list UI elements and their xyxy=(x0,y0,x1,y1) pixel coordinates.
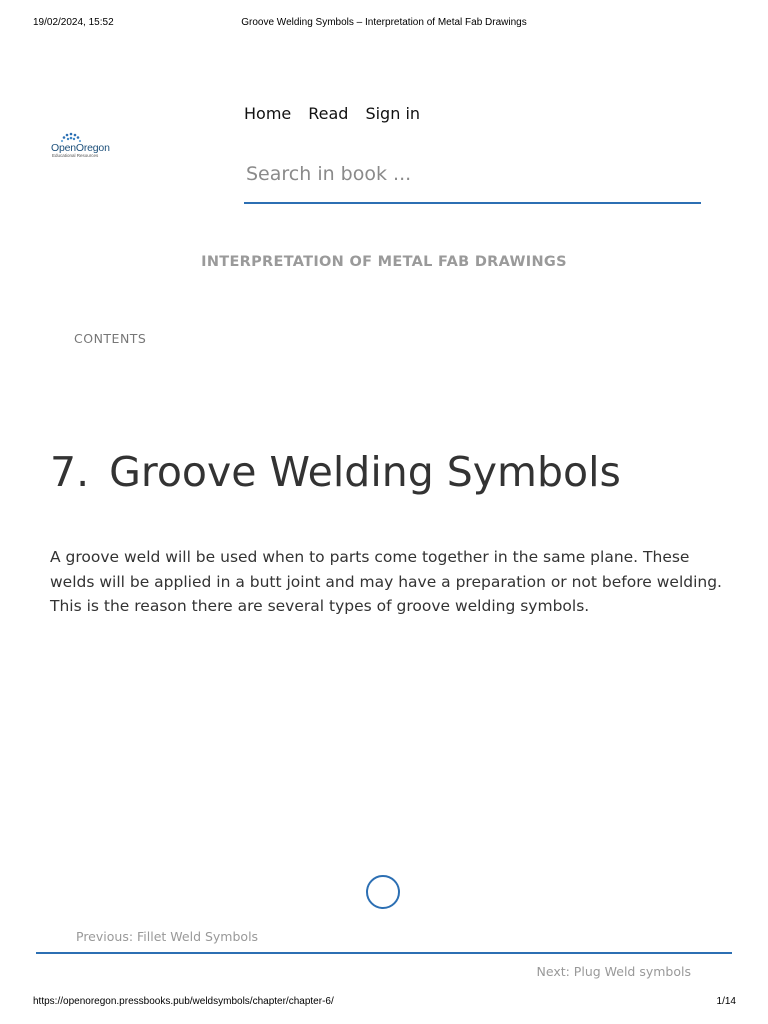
chapter-title xyxy=(50,448,621,496)
logo-subtitle: Educational Resources xyxy=(52,153,99,158)
print-page-number: 1/14 xyxy=(716,996,736,1007)
chapter-body: A groove weld will be used when to parts come together in the same plane. These welds will be applied in a butt joint and may have a preparation or not before welding. This is the reason there are several types of groove welding symbols. xyxy=(50,548,722,615)
main-nav xyxy=(244,104,420,123)
chapter-title-text: Groove Welding Symbols xyxy=(109,448,621,496)
loading-spinner-icon xyxy=(366,875,400,909)
print-page-title: Groove Welding Symbols – Interpretation of Metal Fab Drawings xyxy=(241,17,527,28)
nav-sign-in-link[interactable]: Sign in xyxy=(365,104,421,123)
nav-home-link[interactable]: Home xyxy=(244,104,292,123)
next-chapter-link[interactable]: Next: Plug Weld symbols xyxy=(536,964,691,979)
footer-divider xyxy=(36,952,732,954)
openoregon-logo[interactable] xyxy=(51,132,117,160)
search-input[interactable] xyxy=(244,146,701,204)
print-url: https://openoregon.pressbooks.pub/weldsymbols/chapter/chapter-6/ xyxy=(33,996,334,1007)
print-datetime: 19/02/2024, 15:52 xyxy=(33,17,114,28)
chapter-number: 7. xyxy=(50,448,90,496)
logo-name: OpenOregon xyxy=(51,142,110,154)
previous-chapter-link[interactable]: Previous: Fillet Weld Symbols xyxy=(76,929,259,944)
contents-toggle[interactable]: CONTENTS xyxy=(74,331,147,346)
nav-read-link[interactable]: Read xyxy=(308,104,349,123)
book-title[interactable]: INTERPRETATION OF METAL FAB DRAWINGS xyxy=(201,254,567,270)
